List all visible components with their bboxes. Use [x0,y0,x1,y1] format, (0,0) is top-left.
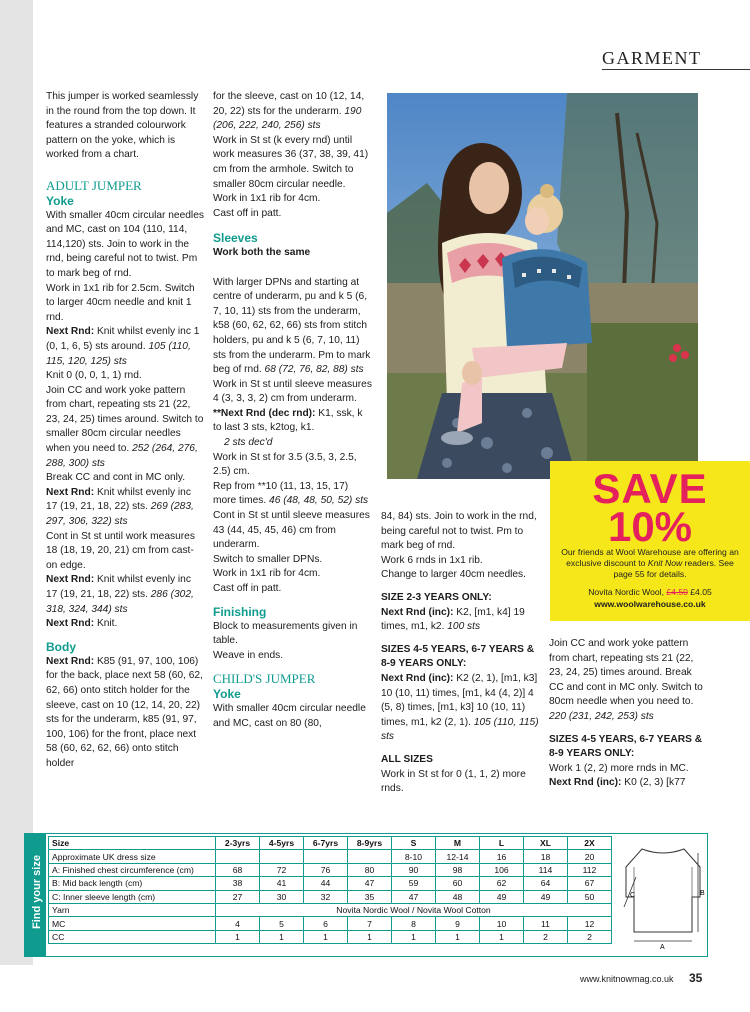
diagram-label-c: C [630,892,636,899]
table-cell: 50 [568,890,612,903]
diagram-label-a: A [660,944,665,951]
photo-illustration [387,93,698,479]
table-cell: 47 [392,890,436,903]
stitch-count: 269 (283, 297, 306, 322) sts [46,501,194,528]
rnd-text: Knit whilst evenly inc 17 (19, 21, 18, 22) sts. [46,574,191,600]
table-cell: 38 [216,877,260,890]
table-cell: 30 [260,890,304,903]
stitch-count: 252 (264, 276, 288, 300) sts [46,443,198,469]
table-cell: 62 [480,877,524,890]
table-header-row [49,837,612,850]
table-cell: 1 [392,930,436,943]
instruction [46,617,204,632]
paragraph: Block to measurements given in table. [213,620,358,647]
table-cell: 9 [436,917,480,930]
ad-url-link[interactable]: www.woolwarehouse.co.uk [594,599,706,609]
rnd-text: K85 (91, 97, 100, 106) for the back, place next 58 (60, 62, 62, 66) onto stitch holder for the sleeve, cast on 10 (12, 14, 20, 22) sts for the underarm, k85 (91, 97, 100, 106) for the front, place next 58 (60, 62, 62, 66) onto stitch holder [46,655,203,769]
table-cell: 41 [260,877,304,890]
table-cell: 60 [436,877,480,890]
table-cell: 1 [216,930,260,943]
ad-text-a: Our friends at Wool Warehouse are offering an exclusive discount to [561,547,739,568]
paragraph: With smaller 40cm circular needles and MC, cast on 104 (110, 114, 114,120) sts. Join to work in the rnd, being careful not to twist. Pm to mark beg of rnd. [46,209,204,279]
ad-price-new: £4.05 [687,587,712,597]
row-label: A: Finished chest circumference (cm) [49,863,216,876]
instruction [213,407,373,436]
paragraph: Knit 0 (0, 0, 1, 1) rnd. [46,370,142,382]
rnd-text: Knit whilst evenly inc 17 (19, 21, 18, 22) sts. [46,486,191,513]
ad-description [560,547,740,580]
yoke-heading: Yoke [46,193,74,208]
table-cell: 2X [568,837,612,850]
rnd-label: Next Rnd: [46,574,95,586]
instruction [213,276,373,378]
table-cell: 4-5yrs [260,837,304,850]
size-heading: SIZES 4-5 YEARS, 6-7 YEARS & 8-9 YEARS ONLY: [381,643,535,670]
instruction [549,776,709,791]
paragraph: Work in 1x1 rib for 2.5cm. Switch to larger 40cm needle and knit 1 rnd. [46,282,195,323]
table-cell [260,850,304,863]
table-cell: 67 [568,877,612,890]
paragraph: Work in 1x1 rib for 4cm. [213,193,321,205]
stitch-count: 46 (48, 48, 50, 52) sts [269,495,369,507]
rnd-text: K1, ssk, k to last 3 sts, k2tog, k1. [213,407,363,434]
instruction [46,325,204,369]
childs-jumper-heading: CHILD'S JUMPER [213,671,316,687]
table-cell: 98 [436,863,480,876]
stitch-count: 2 sts dec'd [224,437,273,449]
ad-save-text: SAVE [592,465,708,512]
table-cell: M [436,837,480,850]
table-cell: 48 [436,890,480,903]
table-cell: 7 [348,917,392,930]
table-cell: 68 [216,863,260,876]
table-cell: 47 [348,877,392,890]
size-heading: ALL SIZES [381,753,433,765]
instruction [381,672,541,745]
instruction [46,486,204,530]
table-cell: 6-7yrs [304,837,348,850]
row-label: B: Mid back length (cm) [49,877,216,890]
instruction [549,637,709,725]
table-cell: 12 [568,917,612,930]
rnd-text: Join CC and work yoke pattern from chart, repeating sts 21 (22, 23, 24, 25) times around. Switch to smaller 80cm circular needles when you need to. [46,384,204,455]
table-cell [216,850,260,863]
table-cell: 1 [436,930,480,943]
stitch-count: 190 (206, 222, 240, 256) sts [213,105,362,132]
sweater-schematic [622,837,704,953]
header-rule [602,69,750,70]
photo-woman-and-child [387,93,698,479]
size-heading: SIZE 2-3 YEARS ONLY: [381,591,492,603]
stitch-count: 286 (302, 318, 324, 344) sts [46,589,194,615]
paragraph: Work in St st until sleeve measures 4 (3, 3, 3, 2) cm from underarm. [213,378,372,405]
stitch-count: 100 sts [447,621,481,633]
table-cell: 1 [348,930,392,943]
table-cell: 106 [480,863,524,876]
table-cell: S [392,837,436,850]
instruction [46,655,204,772]
paragraph: With smaller 40cm circular needle and MC, cast on 80 (80, [213,703,366,729]
ad-price [550,587,750,597]
table-cell: 114 [524,863,568,876]
paragraph: Work 6 rnds in 1x1 rib. [381,554,483,566]
rnd-text: With larger DPNs and starting at centre of underarm, pu and k 5 (6, 7, 10, 11) sts from the underarm, k58 (60, 62, 62, 66) sts from stitch holders, pu and k 5 (6, 7, 10, 11) sts from the underarm. Pm to mark beg of rnd. [213,276,371,376]
paragraph: Break CC and cont in MC only. [46,472,186,484]
table-cell: 6 [304,917,348,930]
table-cell: 1 [260,930,304,943]
rnd-text: Rep from **10 (11, 13, 15, 17) more times. [213,480,349,507]
stitch-count: 105 (110, 115) sts [381,716,539,743]
size-table-panel [24,833,708,957]
column-4 [549,637,709,791]
table-cell: 59 [392,877,436,890]
stitch-count: 105 (110, 115, 120, 125) sts [46,340,191,367]
rnd-label: Next Rnd (inc): [549,777,622,789]
table-cell: 2-3yrs [216,837,260,850]
instruction [46,573,204,617]
instruction [46,384,204,472]
table-cell: 16 [480,850,524,863]
table-cell: 2 [524,930,568,943]
table-row [49,863,612,876]
find-your-size-label: Find your size [31,855,43,929]
paragraph: Work in St st for 0 (1, 1, 2) more rnds. [381,768,526,795]
rnd-label: Next Rnd (inc): [381,672,454,684]
ad-percent-text: 10% [607,503,693,550]
rnd-text: for the sleeve, cast on 10 (12, 14, 20, 22) sts for the underarm. [213,91,365,117]
footer-url[interactable]: www.knitnowmag.co.uk [580,974,674,984]
table-cell: 8-9yrs [348,837,392,850]
rnd-text: K2, [m1, k4] 19 times, m1, k2. [381,606,525,633]
ad-price-old: £4.50 [666,587,688,597]
finishing-heading: Finishing [213,604,267,619]
rnd-text: K2 (2, 1), [m1, k3] 10 (10, 11) times, [m1, k4 (4, 2)] 4 (5, 8) times, [m1, k3] 10 (10, 11) times, m1, k2 (2, 1). [381,672,538,728]
table-cell: 80 [348,863,392,876]
body-heading: Body [46,639,76,654]
ad-text-magazine: Knit Now [647,558,683,568]
table-cell: 20 [568,850,612,863]
table-cell: 76 [304,863,348,876]
ad-text-b: readers. See page 55 for details. [613,558,734,579]
instruction [213,480,373,509]
save-10-percent-ad [550,461,750,621]
table-cell: 72 [260,863,304,876]
rnd-text: Join CC and work yoke pattern from chart, repeating sts 21 (22, 23, 24, 25) times around. Break CC and cont in MC only. Switch to 80cm needle when you need to. [549,638,703,708]
paragraph: Work in St st (k every rnd) until work measures 36 (37, 38, 39, 41) cm from the armhole. Switch to smaller 80cm circular needle. [213,134,369,190]
table-cell: L [480,837,524,850]
table-cell: 27 [216,890,260,903]
mc-row [49,917,612,930]
table-cell: 4 [216,917,260,930]
table-row [49,890,612,903]
ad-price-label: Novita Nordic Wool, [588,587,667,597]
rnd-label: Next Rnd: [46,618,95,630]
row-label: C: Inner sleeve length (cm) [49,890,216,903]
rnd-label: Next Rnd (inc): [381,606,454,618]
table-cell: 12-14 [436,850,480,863]
rnd-label: Next Rnd: [46,655,95,667]
find-your-size-tab [25,834,46,956]
table-cell: 90 [392,863,436,876]
paragraph: Weave in ends. [213,649,284,661]
row-label: Approximate UK dress size [49,850,216,863]
row-label: Size [49,837,216,850]
table-cell: 35 [348,890,392,903]
table-row [49,877,612,890]
left-margin-strip [0,0,33,965]
row-label: Yarn [49,903,216,916]
table-cell: 64 [524,877,568,890]
paragraph: Work in St st for 3.5 (3.5, 3, 2.5, 2.5) cm. [213,451,357,478]
table-cell: 49 [524,890,568,903]
column-2 [213,90,373,732]
table-cell: 8 [392,917,436,930]
column-1 [46,90,204,772]
table-cell: 1 [304,930,348,943]
diagram-label-b: B [700,890,705,897]
table-cell: 112 [568,863,612,876]
size-heading: SIZES 4-5 YEARS, 6-7 YEARS & 8-9 YEARS ONLY: [549,733,703,760]
stitch-count: 68 (72, 76, 82, 88) sts [264,364,364,376]
paragraph: 84, 84) sts. Join to work in the rnd, being careful not to twist. Pm to mark beg of rnd. [381,511,537,552]
table-cell: 8-10 [392,850,436,863]
paragraph: Work 1 (2, 2) more rnds in MC. [549,762,689,774]
rnd-label: Next Rnd: [46,326,95,338]
table-cell [304,850,348,863]
row-label: CC [49,930,216,943]
rnd-text: K0 (2, 3) [k77 [621,777,686,789]
rnd-text: Knit. [94,618,118,630]
adult-jumper-heading: ADULT JUMPER [46,177,142,193]
row-label: MC [49,917,216,930]
paragraph: Change to larger 40cm needles. [381,569,526,581]
table-cell: 18 [524,850,568,863]
table-cell: 10 [480,917,524,930]
table-cell: 1 [480,930,524,943]
stitch-count: 220 (231, 242, 253) sts [549,710,654,722]
page-number: 35 [689,971,703,985]
paragraph: Work in 1x1 rib for 4cm. [213,568,321,580]
paragraph: Cast off in patt. [213,583,282,594]
table-cell: XL [524,837,568,850]
paragraph: Cont in St st until sleeve measures 43 (44, 45, 45, 46) cm from underarm. [213,510,370,551]
sleeves-heading: Sleeves [213,231,258,246]
section-header: GARMENT [602,48,702,68]
instruction [213,90,373,134]
size-table [48,836,612,944]
rnd-text: Knit whilst evenly inc 1 (0, 1, 6, 5) sts around. [46,326,200,352]
paragraph: Cast off in patt. [213,207,282,219]
table-cell: 49 [480,890,524,903]
paragraph: Cont in St st until work measures 18 (18, 19, 20, 21) cm from cast-on edge. [46,530,195,571]
yarn-value: Novita Nordic Wool / Novita Wool Cotton [216,903,612,916]
rnd-label: **Next Rnd (dec rnd): [213,407,316,419]
column-3 [381,510,541,797]
sleeves-subheading: Work both the same [213,247,311,259]
rnd-label: Next Rnd: [46,486,95,498]
table-cell: 44 [304,877,348,890]
instruction [381,606,541,635]
table-cell: 2 [568,930,612,943]
cc-row [49,930,612,943]
table-cell [348,850,392,863]
table-row [49,850,612,863]
child-yoke-heading: Yoke [213,687,241,702]
table-cell: 11 [524,917,568,930]
yarn-row [49,903,612,916]
intro-paragraph: This jumper is worked seamlessly in the round from the top down. It features a stranded colourwork pattern on the yoke, which is worked from a chart. [46,91,199,161]
table-cell: 32 [304,890,348,903]
paragraph: Switch to smaller DPNs. [213,553,323,565]
table-cell: 5 [260,917,304,930]
